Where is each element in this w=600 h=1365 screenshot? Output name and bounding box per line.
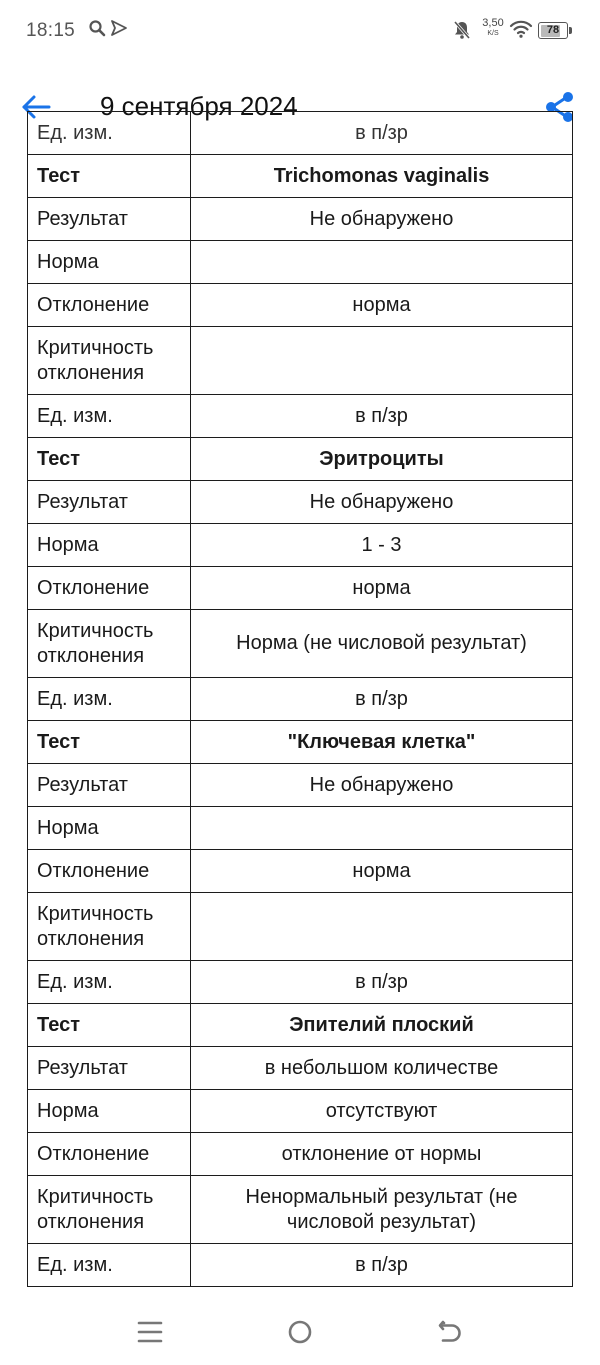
row-value: Ненормальный результат (не числовой результат) bbox=[191, 1176, 573, 1244]
row-value: Норма (не числовой результат) bbox=[191, 610, 573, 678]
row-value: в п/зр bbox=[191, 395, 573, 438]
row-value: Не обнаружено bbox=[191, 764, 573, 807]
row-label: Ед. изм. bbox=[28, 1244, 191, 1287]
network-speed bbox=[480, 18, 506, 37]
home-circle-icon bbox=[285, 1318, 315, 1346]
row-value bbox=[191, 241, 573, 284]
results-scroll-area[interactable] bbox=[0, 121, 600, 1298]
table-row bbox=[28, 1090, 573, 1133]
row-label: Ед. изм. bbox=[28, 112, 191, 155]
row-value: 1 - 3 bbox=[191, 524, 573, 567]
test-header-row bbox=[28, 155, 573, 198]
test-header-row bbox=[28, 721, 573, 764]
table-row bbox=[28, 112, 573, 155]
status-time: 18:15 bbox=[26, 20, 76, 41]
row-label: Норма bbox=[28, 241, 191, 284]
table-row bbox=[28, 893, 573, 961]
table-row bbox=[28, 610, 573, 678]
mute-bell-icon bbox=[452, 20, 472, 40]
row-label: Отклонение bbox=[28, 284, 191, 327]
row-label: Критичность отклонения bbox=[28, 893, 191, 961]
row-label: Ед. изм. bbox=[28, 961, 191, 1004]
table-row bbox=[28, 481, 573, 524]
table-row bbox=[28, 327, 573, 395]
row-value bbox=[191, 807, 573, 850]
row-value: отклонение от нормы bbox=[191, 1133, 573, 1176]
table-row bbox=[28, 961, 573, 1004]
row-value bbox=[191, 327, 573, 395]
row-label: Отклонение bbox=[28, 567, 191, 610]
table-row bbox=[28, 1133, 573, 1176]
row-value: норма bbox=[191, 850, 573, 893]
test-header-row bbox=[28, 438, 573, 481]
row-value: Trichomonas vaginalis bbox=[191, 155, 573, 198]
row-label: Критичность отклонения bbox=[28, 327, 191, 395]
row-label: Тест bbox=[28, 155, 191, 198]
battery-percent: 78 bbox=[546, 24, 560, 36]
row-value: Не обнаружено bbox=[191, 481, 573, 524]
menu-icon bbox=[135, 1318, 165, 1346]
back-gesture-icon bbox=[435, 1318, 465, 1346]
row-label: Отклонение bbox=[28, 1133, 191, 1176]
row-value: в п/зр bbox=[191, 961, 573, 1004]
row-label: Отклонение bbox=[28, 850, 191, 893]
table-row bbox=[28, 395, 573, 438]
row-label: Ед. изм. bbox=[28, 395, 191, 438]
row-label: Норма bbox=[28, 524, 191, 567]
row-value: Эпителий плоский bbox=[191, 1004, 573, 1047]
row-label: Тест bbox=[28, 438, 191, 481]
row-value bbox=[191, 893, 573, 961]
table-row bbox=[28, 524, 573, 567]
table-row bbox=[28, 764, 573, 807]
search-icon bbox=[88, 19, 106, 37]
network-speed-value: 3,50 bbox=[482, 17, 504, 29]
table-row bbox=[28, 678, 573, 721]
table-row bbox=[28, 850, 573, 893]
row-label: Результат bbox=[28, 764, 191, 807]
table-row bbox=[28, 1176, 573, 1244]
test-header-row bbox=[28, 1004, 573, 1047]
battery-terminal bbox=[569, 27, 572, 34]
status-bar bbox=[0, 0, 600, 64]
row-label: Норма bbox=[28, 807, 191, 850]
nav-home-button[interactable] bbox=[285, 1318, 315, 1346]
wifi-icon bbox=[509, 19, 533, 39]
table-row bbox=[28, 1047, 573, 1090]
nav-menu-button[interactable] bbox=[135, 1318, 165, 1346]
table-row bbox=[28, 567, 573, 610]
row-label: Результат bbox=[28, 198, 191, 241]
battery-icon bbox=[538, 22, 568, 39]
row-label: Тест bbox=[28, 1004, 191, 1047]
nav-back-button[interactable] bbox=[435, 1318, 465, 1346]
table-row bbox=[28, 284, 573, 327]
row-label: Норма bbox=[28, 1090, 191, 1133]
row-value: в п/зр bbox=[191, 1244, 573, 1287]
table-row bbox=[28, 198, 573, 241]
row-value: в п/зр bbox=[191, 112, 573, 155]
row-label: Результат bbox=[28, 1047, 191, 1090]
row-label: Критичность отклонения bbox=[28, 1176, 191, 1244]
row-value: в небольшом количестве bbox=[191, 1047, 573, 1090]
row-value: отсутствуют bbox=[191, 1090, 573, 1133]
row-value: в п/зр bbox=[191, 678, 573, 721]
row-value: Не обнаружено bbox=[191, 198, 573, 241]
row-value: "Ключевая клетка" bbox=[191, 721, 573, 764]
results-table bbox=[27, 111, 573, 1287]
table-row bbox=[28, 807, 573, 850]
row-label: Тест bbox=[28, 721, 191, 764]
row-label: Результат bbox=[28, 481, 191, 524]
table-row bbox=[28, 1244, 573, 1287]
page-title: 9 сентября 2024 bbox=[100, 91, 298, 121]
row-value: норма bbox=[191, 284, 573, 327]
row-value: Эритроциты bbox=[191, 438, 573, 481]
navigation-icon bbox=[110, 19, 128, 37]
row-value: норма bbox=[191, 567, 573, 610]
network-speed-unit: K/S bbox=[487, 30, 499, 37]
table-row bbox=[28, 241, 573, 284]
row-label: Ед. изм. bbox=[28, 678, 191, 721]
system-nav-bar bbox=[0, 1298, 600, 1365]
row-label: Критичность отклонения bbox=[28, 610, 191, 678]
